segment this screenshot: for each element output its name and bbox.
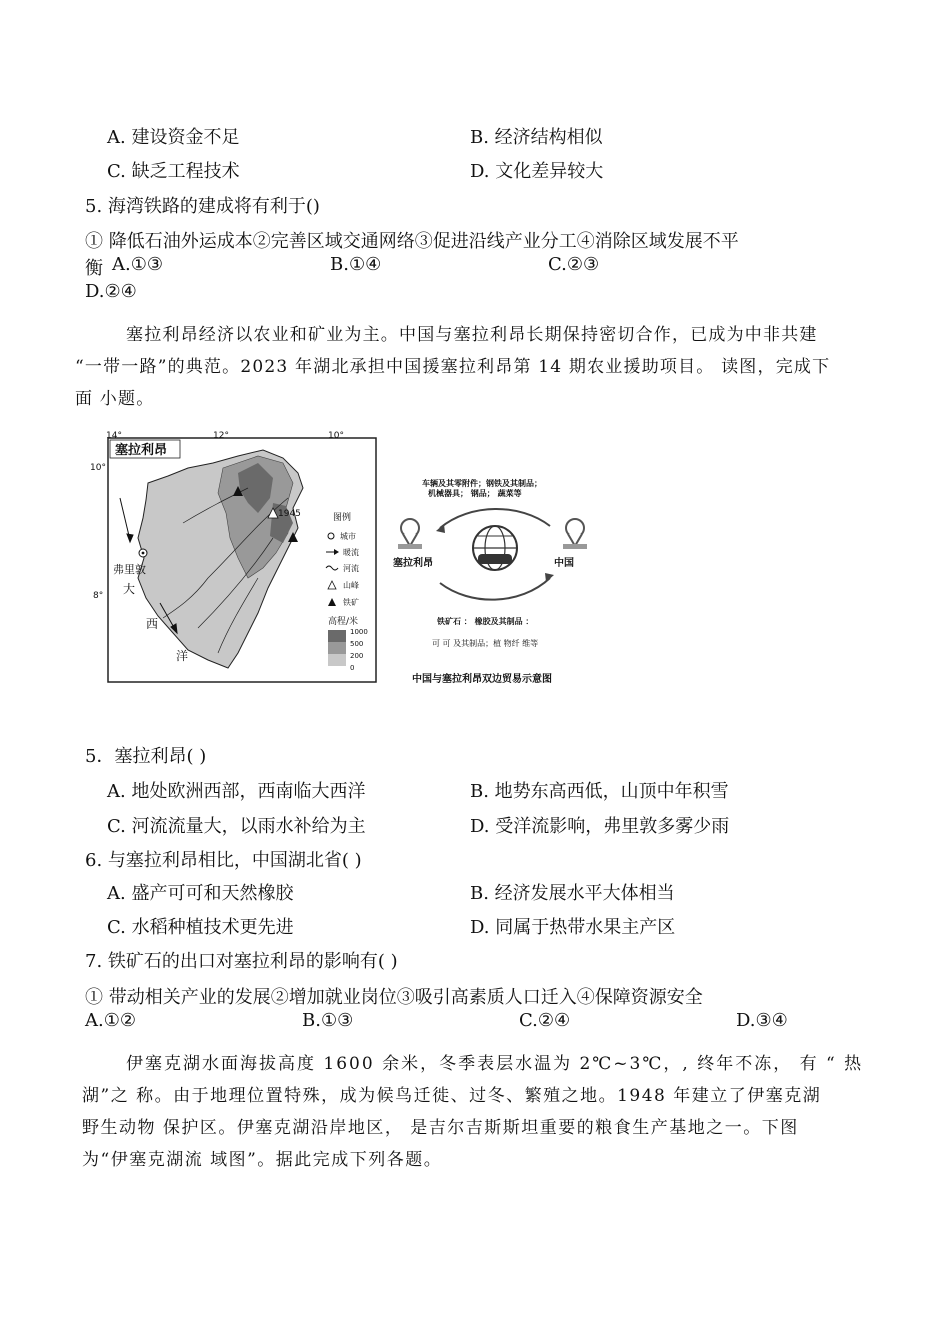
location-pin-icon <box>398 519 422 549</box>
q7-option-c: C.②④ <box>519 1010 571 1031</box>
trade-diagram-caption: 中国与塞拉利昂双边贸易示意图 <box>412 674 552 685</box>
q6-stem: 6. 与塞拉利昂相比，中国湖北省( ) <box>85 850 362 871</box>
q5a-option-a: A.①③ <box>112 254 163 275</box>
q5b-option-c: C. 河流流量大，以雨水补给为主 <box>107 816 366 837</box>
q6-option-b: B. 经济发展水平大体相当 <box>470 883 675 904</box>
passage2-line1: 伊塞克湖水面海拔高度 1600 余米，冬季表层水温为 2℃~3℃，, 终年不冻， 有 “ 热 <box>126 1054 864 1074</box>
trade-import-label-2: 可 可 及其制品；植 物纤 维等 <box>432 639 539 648</box>
svg-text:山峰: 山峰 <box>343 581 359 590</box>
sierra-leone-map <box>88 428 388 688</box>
q5b-stem: 5．塞拉利昂( ) <box>85 746 207 767</box>
q7-option-b: B.①③ <box>302 1010 354 1031</box>
q5a-items-cont: 衡 <box>85 258 103 279</box>
city-label: 弗里敦 <box>113 563 146 576</box>
lon-label-10: 10° <box>328 431 344 441</box>
passage2-line4: 为“伊塞克湖流 域图”。据此完成下列各题。 <box>82 1150 443 1170</box>
svg-text:河流: 河流 <box>343 564 359 573</box>
passage2-line3: 野生动物 保护区。伊塞克湖沿岸地区， 是吉尔吉斯斯坦重要的粮食生产基地之一。下图 <box>82 1118 799 1138</box>
svg-text:0: 0 <box>350 664 355 672</box>
svg-text:高程/米: 高程/米 <box>328 617 359 627</box>
location-pin-icon <box>563 519 587 549</box>
lon-label-14: 14° <box>106 431 122 441</box>
lat-label-8: 8° <box>93 591 104 601</box>
passage1-line2: “一带一路”的典范。2023 年湖北承担中国援塞拉利昂第 14 期农业援助项目。 读图，完成下 <box>75 357 831 377</box>
peak-elevation-label: 1945 <box>278 509 301 519</box>
svg-text:暖流: 暖流 <box>343 548 359 557</box>
q4-option-c: C. 缺乏工程技术 <box>107 161 240 182</box>
q6-option-d: D. 同属于热带水果主产区 <box>470 917 676 938</box>
q7-items: ① 带动相关产业的发展②增加就业岗位③吸引高素质人口迁入④保障资源安全 <box>85 987 703 1008</box>
q5a-option-c: C.②③ <box>548 254 600 275</box>
lat-label-10: 10° <box>90 463 106 473</box>
q4-option-a: A. 建设资金不足 <box>107 127 240 148</box>
q7-stem: 7. 铁矿石的出口对塞拉利昂的影响有( ) <box>85 951 398 972</box>
q4-option-b: B. 经济结构相似 <box>470 127 603 148</box>
svg-text:500: 500 <box>350 640 364 648</box>
q4-option-d: D. 文化差异较大 <box>470 161 604 182</box>
q5a-stem: 5. 海湾铁路的建成将有利于() <box>85 196 320 217</box>
trade-export-label-1: 车辆及其零附件；钢铁及其制品； <box>422 479 542 488</box>
q6-option-a: A. 盛产可可和天然橡胶 <box>107 883 294 904</box>
q5a-option-d: D.②④ <box>85 281 137 302</box>
ocean-label-3: 洋 <box>176 649 189 663</box>
lon-label-12: 12° <box>213 431 229 441</box>
trade-diagram <box>390 470 600 690</box>
trade-export-label-2: 机械器具； 钢品； 蔬菜等 <box>428 489 522 498</box>
q7-option-d: D.③④ <box>736 1010 788 1031</box>
ocean-label-1: 大 <box>123 582 136 596</box>
svg-text:铁矿: 铁矿 <box>343 598 359 607</box>
q5a-items: ① 降低石油外运成本②完善区域交通网络③促进沿线产业分工④消除区域发展不平 <box>85 231 739 252</box>
passage1-line1: 塞拉利昂经济以农业和矿业为主。中国与塞拉利昂长期保持密切合作，已成为中非共建 <box>126 325 818 345</box>
q5b-option-d: D. 受洋流影响，弗里敦多雾少雨 <box>470 816 730 837</box>
svg-text:1000: 1000 <box>350 628 368 636</box>
globe-handshake-icon <box>473 526 517 570</box>
trade-import-label-1: 铁矿石 ： 橡胶及其制品 ： <box>437 617 534 626</box>
trade-left-label: 塞拉利昂 <box>393 558 433 569</box>
q6-option-c: C. 水稻种植技术更先进 <box>107 917 294 938</box>
svg-text:城市: 城市 <box>340 532 356 541</box>
map-title: 塞拉利昂 <box>115 443 168 458</box>
q5b-option-b: B. 地势东高西低，山顶中年积雪 <box>470 781 729 802</box>
trade-right-label: 中国 <box>554 558 574 569</box>
ocean-label-2: 西 <box>146 617 159 631</box>
q5a-option-b: B.①④ <box>330 254 382 275</box>
q7-option-a: A.①② <box>85 1010 136 1031</box>
svg-text:图例: 图例 <box>333 513 352 523</box>
passage2-line2: 湖”之 称。由于地理位置特殊，成为候鸟迁徙、过冬、繁殖之地。1948 年建立了伊塞克湖 <box>82 1086 822 1106</box>
passage1-line3: 面 小题。 <box>75 389 155 409</box>
q5b-option-a: A. 地处欧洲西部，西南临大西洋 <box>107 781 366 802</box>
svg-text:200: 200 <box>350 652 364 660</box>
